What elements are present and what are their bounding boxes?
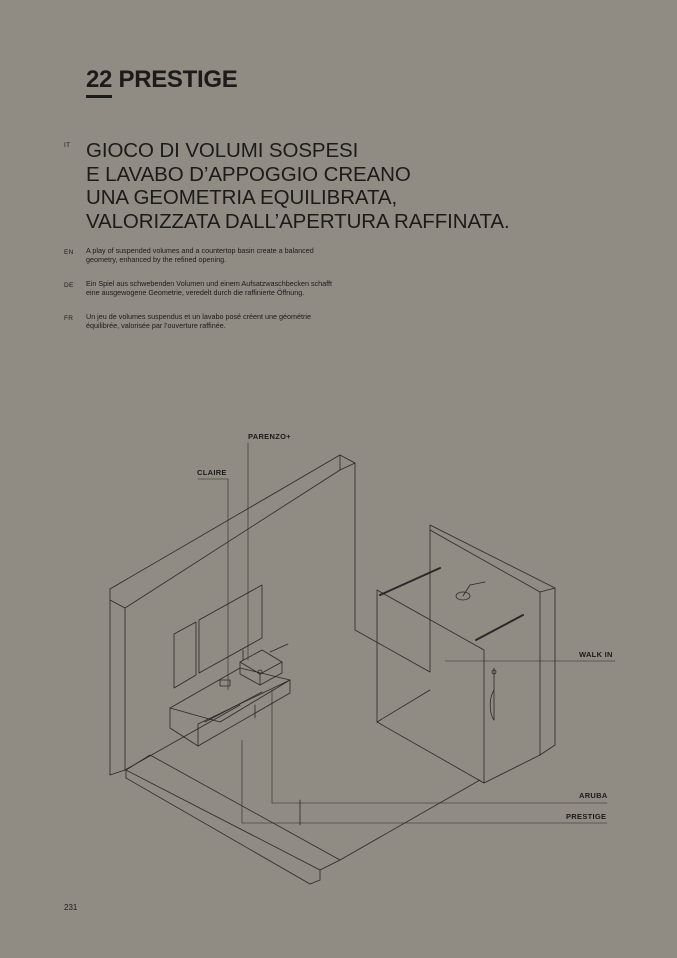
- left-wall-outline: [110, 455, 355, 775]
- text-french: [86, 313, 311, 330]
- page-number: 231: [64, 903, 78, 912]
- text-line: équilibrée, valorisée par l’ouverture raffinée.: [86, 320, 226, 330]
- headline-line: UNA GEOMETRIA EQUILIBRATA,: [86, 186, 398, 209]
- text-line: Un jeu de volumes suspendus et un lavabo posé créent une géométrie: [86, 312, 311, 321]
- headline-line: E LAVABO D’APPOGGIO CREANO: [86, 162, 411, 186]
- bathroom-isometric-drawing: [0, 420, 677, 900]
- lang-code-fr: FR: [64, 315, 74, 322]
- mirror-claire: [174, 585, 262, 688]
- floor-outline: [125, 630, 480, 884]
- lang-code-de: DE: [64, 282, 74, 289]
- text-line: eine ausgewogene Geometrie, veredelt durch die raffinierte Öffnung.: [86, 287, 305, 297]
- shower-walkin: [377, 525, 555, 783]
- text-german: [86, 280, 332, 297]
- section-title: PRESTIGE: [118, 66, 238, 93]
- text-english: [86, 247, 314, 264]
- lang-code-en: EN: [64, 249, 74, 256]
- headline-line: GIOCO DI VOLUMI SOSPESI: [86, 139, 359, 162]
- section-number: 22: [86, 66, 113, 93]
- label-claire: CLAIRE: [197, 468, 227, 477]
- label-prestige: PRESTIGE: [566, 812, 607, 821]
- text-line: Ein Spiel aus schwebenden Volumen und einem Aufsatzwaschbecken schafft: [86, 279, 332, 288]
- text-line: geometry, enhanced by the refined opening.: [86, 254, 227, 264]
- label-aruba: ARUBA: [579, 791, 608, 800]
- text-line: A play of suspended volumes and a countertop basin create a balanced: [86, 246, 314, 255]
- headline-line: VALORIZZATA DALL’APERTURA RAFFINATA.: [86, 209, 510, 233]
- headline-italian: [86, 139, 510, 233]
- lang-code-it: IT: [64, 142, 71, 149]
- washbasin-aruba: [220, 644, 288, 686]
- label-parenzo: PARENZO+: [248, 432, 291, 441]
- page-title: [86, 66, 237, 94]
- label-walkin: WALK IN: [579, 650, 613, 659]
- leader-lines: [198, 443, 615, 823]
